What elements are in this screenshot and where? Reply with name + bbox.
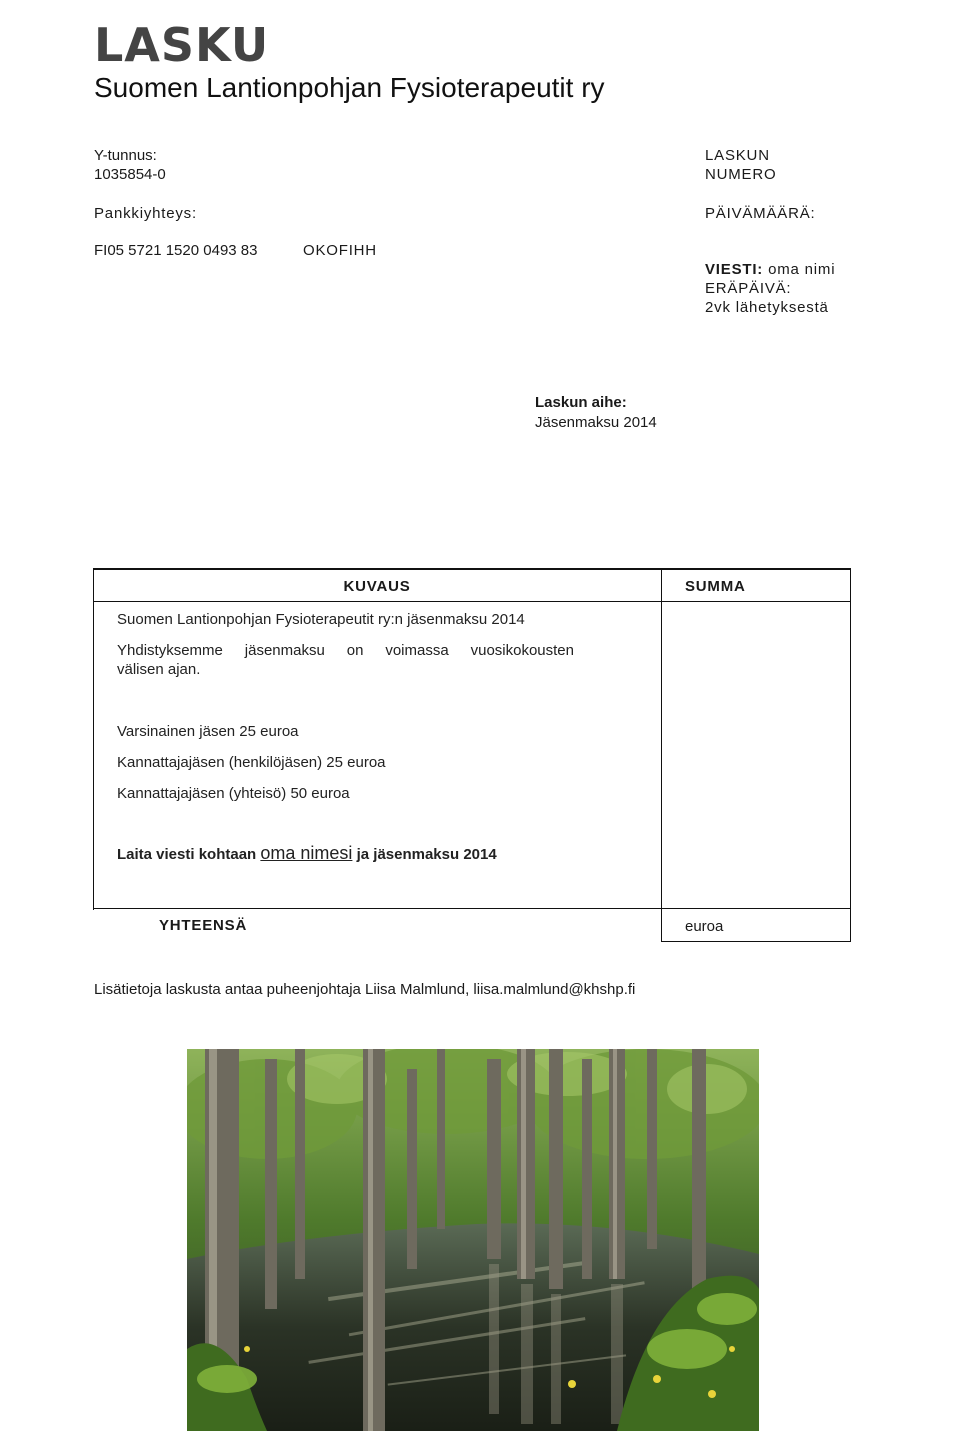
organization-name: Suomen Lantionpohjan Fysioterapeutit ry: [94, 72, 605, 103]
column-header-description: KUVAUS: [343, 578, 411, 595]
date-label: PÄIVÄMÄÄRÄ:: [705, 205, 816, 222]
sum-cell-bottom-border: [661, 941, 851, 942]
bic-value: OKOFIHH: [303, 242, 377, 259]
message-value: oma nimi: [768, 261, 836, 278]
y-tunnus-value: 1035854-0: [94, 166, 166, 183]
invoice-title: LASKU: [94, 18, 270, 72]
total-value: euroa: [685, 918, 724, 935]
total-label: YHTEENSÄ: [159, 917, 248, 934]
payment-instruction: [117, 844, 497, 864]
due-date-value: 2vk lähetyksestä: [705, 299, 829, 316]
description-validity-line2: välisen ajan.: [117, 661, 201, 678]
invoice-table: [93, 568, 851, 942]
swamp-forest-illustration: [187, 1049, 759, 1431]
fee-supporting-organization: Kannattajajäsen (yhteisö) 50 euroa: [117, 785, 350, 802]
fee-supporting-person: Kannattajajäsen (henkilöjäsen) 25 euroa: [117, 754, 386, 771]
column-divider: [661, 568, 662, 942]
column-header-sum: SUMMA: [685, 578, 746, 595]
header-row-border: [93, 601, 851, 602]
invoice-number-label-line2: NUMERO: [705, 166, 777, 183]
description-line-membership: Suomen Lantionpohjan Fysioterapeutit ry:n jäsenmaksu 2014: [117, 611, 525, 628]
message-label: VIESTI:: [705, 261, 764, 278]
table-top-border: [93, 568, 851, 570]
iban-value: FI05 5721 1520 0493 83: [94, 242, 258, 259]
message-row: [705, 260, 835, 279]
table-right-border: [850, 568, 851, 942]
table-left-border: [93, 568, 94, 910]
invoice-number-label-line1: LASKUN: [705, 147, 770, 164]
y-tunnus-label: Y-tunnus:: [94, 147, 157, 164]
bank-label: Pankkiyhteys:: [94, 205, 197, 222]
subject-value: Jäsenmaksu 2014: [535, 414, 657, 431]
instruction-prefix: Laita viesti kohtaan: [117, 846, 257, 863]
subject-label: Laskun aihe:: [535, 394, 627, 411]
instruction-suffix: ja jäsenmaksu 2014: [356, 846, 497, 863]
due-date-label: ERÄPÄIVÄ:: [705, 280, 792, 297]
description-validity-line1: Yhdistyksemme jäsenmaksu on voimassa vuosikokousten: [117, 642, 574, 659]
instruction-emphasis: oma nimesi: [260, 843, 353, 863]
contact-info: Lisätietoja laskusta antaa puheenjohtaja Liisa Malmlund, liisa.malmlund@khshp.fi: [94, 981, 636, 998]
fee-regular-member: Varsinainen jäsen 25 euroa: [117, 723, 299, 740]
swamp-forest-photo: [187, 1049, 759, 1431]
total-row-border: [93, 908, 851, 909]
